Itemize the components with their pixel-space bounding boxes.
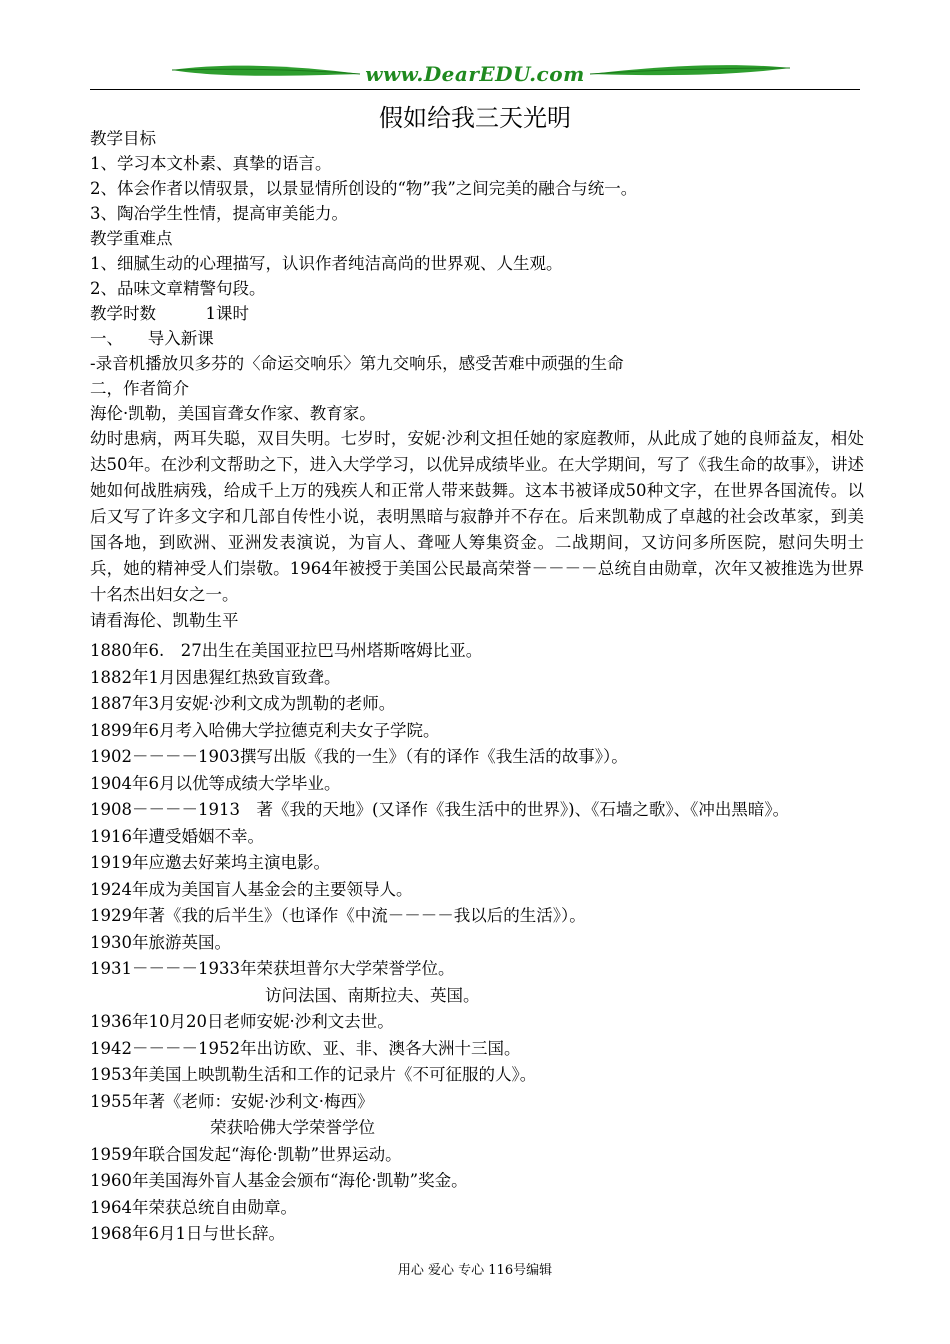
timeline-item: 1936年10月20日老师安妮·沙利文去世。: [90, 1012, 394, 1031]
timeline-item: 1908－－－－1913 著《我的天地》(又译作《我生活中的世界》)、《石墙之歌》、《冲出黑暗》。: [90, 800, 790, 819]
text-line: 1、细腻生动的心理描写，认识作者纯洁高尚的世界观、人生观。: [90, 254, 563, 273]
timeline-item: 1916年遭受婚姻不幸。: [90, 826, 264, 846]
timeline-item: 1880年6. 27出生在美国亚拉巴马州塔斯喀姆比亚。: [90, 641, 483, 660]
text-line: 教学重难点: [90, 229, 173, 248]
text-line: 3、陶冶学生性情，提高审美能力。: [90, 204, 348, 223]
timeline-item: 1924年成为美国盲人基金会的主要领导人。: [90, 879, 413, 899]
header-divider: [90, 89, 860, 90]
timeline-item-continuation: 访问法国、南斯拉夫、英国。: [265, 985, 480, 1005]
timeline-item: 1882年1月因患猩红热致盲致聋。: [90, 667, 341, 687]
text-line: 2、品味文章精警句段。: [90, 279, 266, 298]
timeline-item: 1964年荣获总统自由勋章。: [90, 1197, 297, 1217]
timeline-item: 1902－－－－1903撰写出版《我的一生》（有的译作《我生活的故事》）。: [90, 747, 628, 766]
page-title: 假如给我三天光明: [379, 104, 571, 132]
text-line: 1、学习本文朴素、真挚的语言。: [90, 154, 332, 173]
timeline-item: 1904年6月以优等成绩大学毕业。: [90, 773, 341, 793]
timeline-item: 1960年美国海外盲人基金会颁布“海伦·凯勒”奖金。: [90, 1171, 468, 1190]
section-heading: 请看海伦、凯勒生平: [90, 611, 239, 630]
site-header: [90, 58, 860, 90]
page-footer: 用心 爱心 专心 116号编辑: [397, 1263, 553, 1278]
timeline-item: 1899年6月考入哈佛大学拉德克利夫女子学院。: [90, 720, 440, 740]
text-line: 教学目标: [90, 129, 156, 148]
text-line: 2、体会作者以情驭景，以景显情所创设的“物”我”之间完美的融合与统一。: [90, 179, 638, 198]
timeline-item: 1930年旅游英国。: [90, 932, 231, 952]
text-line: 一、 导入新课: [90, 329, 214, 348]
timeline-item: 1887年3月安妮·沙利文成为凯勒的老师。: [90, 694, 396, 713]
text-line: 二，作者简介: [90, 379, 189, 398]
timeline-item: 1953年美国上映凯勒生活和工作的记录片《不可征服的人》。: [90, 1065, 537, 1084]
timeline-item: 1968年6月1日与世长辞。: [90, 1224, 285, 1243]
timeline-item: 1955年著《老师：安妮·沙利文·梅西》: [90, 1091, 374, 1111]
document-body: [90, 126, 864, 1248]
timeline-item: 1942－－－－1952年出访欧、亚、非、澳各大洲十三国。: [90, 1038, 521, 1058]
site-logo-text[interactable]: www.DearEDU.com: [365, 62, 585, 86]
timeline-item: 1929年著《我的后半生》（也译作《中流－－－－我以后的生活》）。: [90, 906, 586, 925]
text-line: -录音机播放贝多芬的〈命运交响乐〉第九交响乐，感受苦难中顽强的生命: [90, 354, 624, 373]
text-line: 教学时数 1课时: [90, 304, 249, 323]
biography-paragraph: 幼时患病，两耳失聪，双目失明。七岁时，安妮·沙利文担任她的家庭教师，从此成了她的良师益友，相处达50年。在沙利文帮助之下，进入大学学习，以优异成绩毕业。在大学期间，写了《我生命的故事》，讲述她如何战胜病残，给成千上万的残疾人和正常人带来鼓舞。这本书被译成50种文字，在世界各国流传。以后又写了许多文字和几部自传性小说，表明黑暗与寂静并不存在。后来凯勒成了卓越的社会改革家，到美国各地，到欧洲、亚洲发表演说，为盲人、聋哑人筹集资金。二战期间，又访问多所医院，慰问失明士兵，她的精神受人们崇敬。1964年被授于美国公民最高荣誉－－－－总统自由勋章，次年又被推选为世界十名杰出妇女之一。: [90, 429, 864, 604]
timeline-item-continuation: 荣获哈佛大学荣誉学位: [210, 1118, 375, 1137]
timeline-list: [90, 638, 864, 1248]
timeline-item: 1959年联合国发起“海伦·凯勒”世界运动。: [90, 1144, 402, 1164]
timeline-item: 1919年应邀去好莱坞主演电影。: [90, 853, 330, 872]
text-line: 海伦·凯勒，美国盲聋女作家、教育家。: [90, 404, 376, 423]
timeline-item: 1931－－－－1933年荣获坦普尔大学荣誉学位。: [90, 959, 455, 978]
